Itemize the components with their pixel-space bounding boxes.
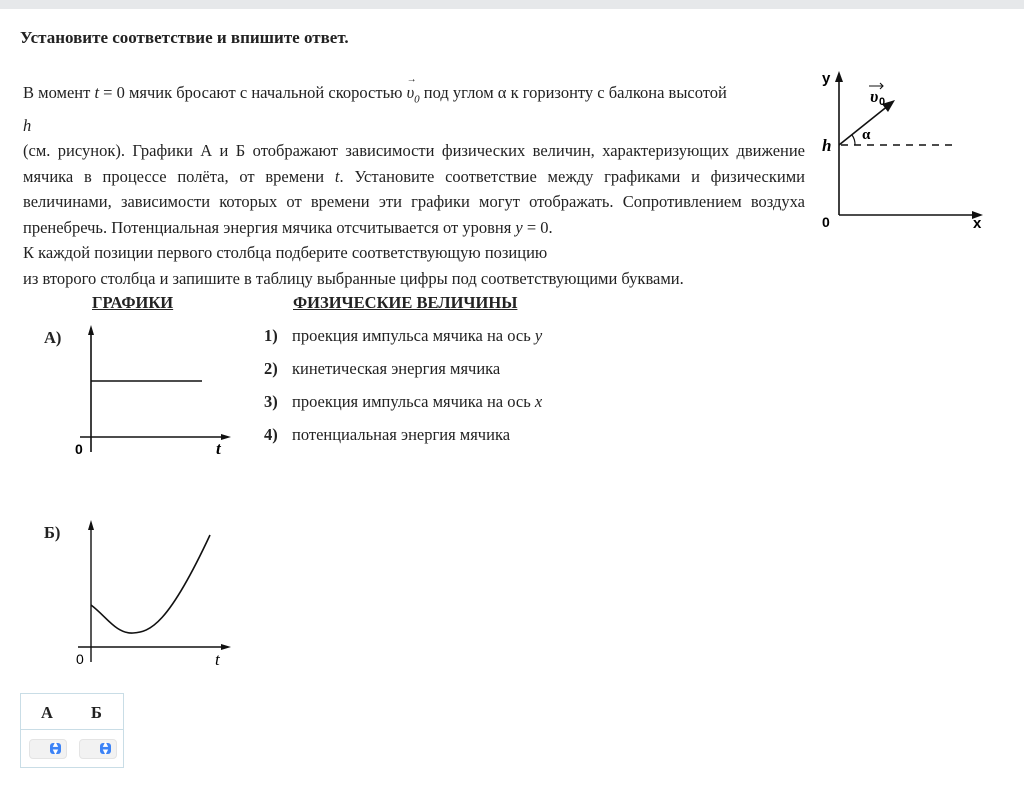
graph-b [70,515,240,670]
graph-b-t-label: t [215,650,220,669]
problem-paragraph-1: В момент t = 0 мячик бросают с начальной скоростью → $\upsilon_0$ под углом α к горизонту с балкона высотой [23,80,805,113]
figure-x-label: x [973,215,982,232]
graphs-column-header: ГРАФИКИ [92,293,174,312]
figure-y-label: y [822,70,831,87]
answer-select-a[interactable] [29,739,67,759]
problem-paragraph-3: (см. рисунок). Графики А и Б отображают зависимости физических величин, характеризующих движение мячика в процессе полёта, от времени t. Установите соответствие между графиками и физическими величинами, зависимости которых от времени эти графики могут отображать. Сопротивлением воздуха пренебречь. Потенциальная энергия мячика отсчитывается от уровня y = 0. [23,141,805,237]
answer-col-a-header: А [41,703,53,722]
throw-diagram [815,65,995,235]
answer-table-divider [21,729,123,730]
task-instruction: Установите соответствие и впишите ответ. [20,28,349,47]
select-stepper-icon: ▲ ▼ [100,743,111,754]
values-list [264,326,542,458]
select-stepper-icon: ▲ ▼ [50,743,61,754]
graph-b-y-arrow [88,520,94,530]
graph-a-y-arrow [88,325,94,335]
graph-b-label: Б) [44,523,61,542]
answer-col-b-header: Б [91,703,102,722]
figure-angle-label: α [862,127,871,143]
angle-arc [852,135,855,145]
value-option-4: 4) потенциальная энергия мячика [264,425,511,444]
graph-b-zero: 0 [76,651,84,667]
problem-paragraph-4: К каждой позиции первого столбца подберите соответствующую позицию [23,243,548,263]
problem-paragraph-5: из второго столбца и запишите в таблицу выбранные цифры под соответствующими буквами. [23,268,684,288]
velocity-symbol: → $\upsilon_0$ [406,74,420,106]
graph-a-zero: 0 [75,441,83,457]
answer-select-b[interactable] [79,739,117,759]
problem-paragraph-2: h [23,115,32,135]
figure-h-label: h [822,136,832,155]
value-option-2: 2) кинетическая энергия мячика [264,359,501,378]
value-option-1: 1) проекция импульса мячика на ось y [264,326,543,345]
graph-b-curve [91,535,210,633]
figure-v-label: υ [870,87,879,106]
figure-v-subscript: 0 [879,96,886,108]
graph-a [70,322,240,462]
graph-b-t-arrow [221,644,231,650]
figure-y-arrow [835,71,843,82]
graph-a-t-label: t [216,439,221,458]
problem-statement [23,74,805,291]
figure-zero-label: 0 [822,214,830,230]
graph-a-label: А) [44,328,62,347]
values-column-header: ФИЗИЧЕСКИЕ ВЕЛИЧИНЫ [293,293,518,312]
answer-table [20,693,124,768]
value-option-3: 3) проекция импульса мячика на ось x [264,392,543,411]
top-bar [0,0,1024,9]
graph-a-t-arrow [221,434,231,440]
